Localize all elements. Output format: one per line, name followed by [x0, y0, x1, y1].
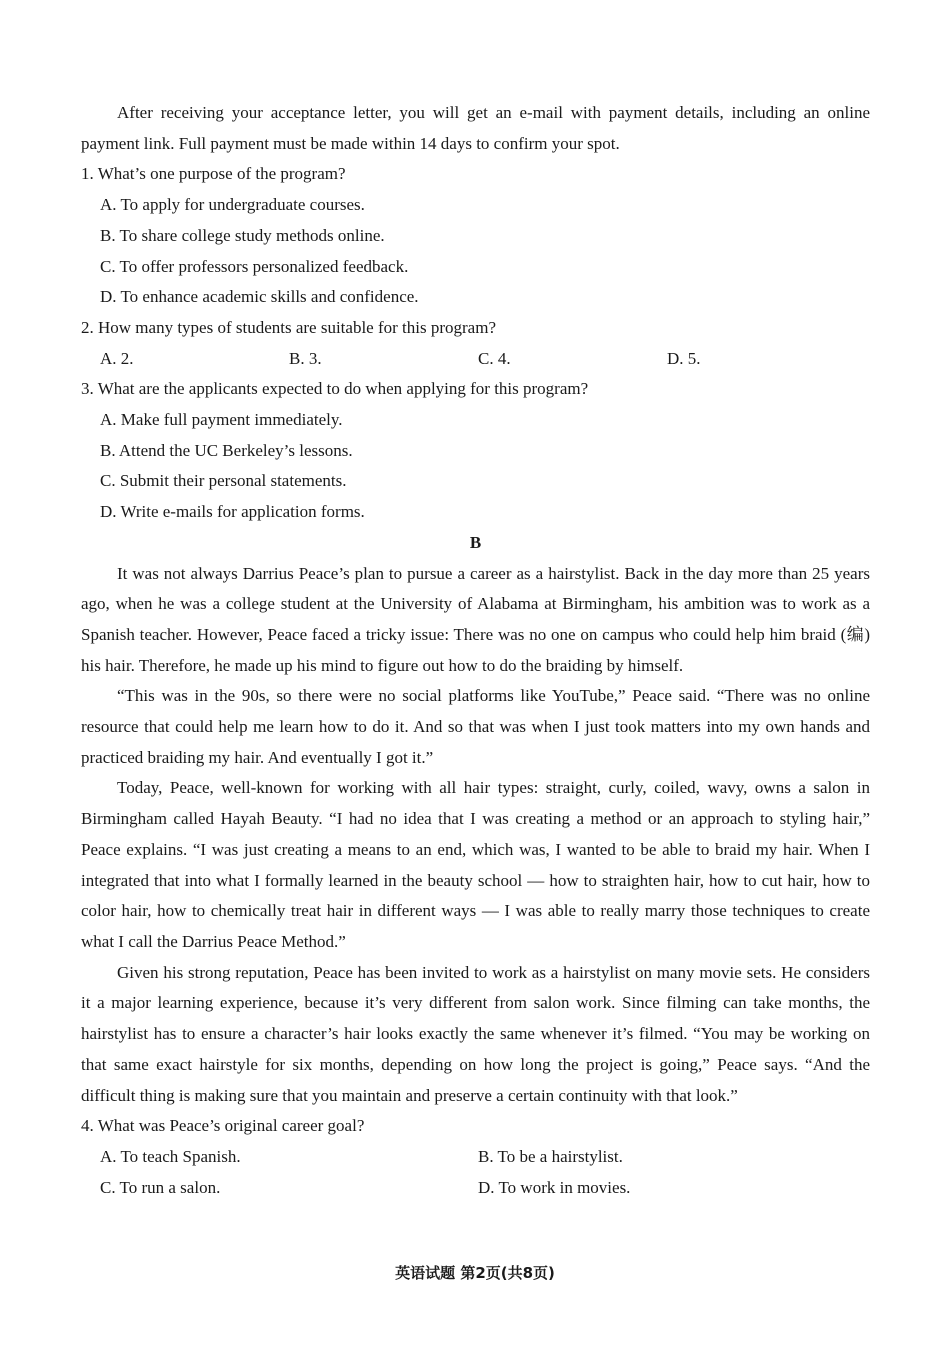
option-c: C. 4.	[478, 348, 511, 368]
question-3	[81, 374, 870, 528]
option-a: A. Make full payment immediately.	[100, 410, 343, 430]
passage-b-paragraph-4: Given his strong reputation, Peace has been invited to work as a hairstylist on many movie sets. He considers it a major learning experience, because it’s very different from salon work. Since filming can take months, the hairstylist has to ensure a character’s hair looks exactly the same whenever it’s filmed. “You may be working on that same exact hairstyle for six months, depending on how long the project is going,” Peace says. “And the difficult thing is making sure that you maintain and preserve a certain continuity with that look.”	[81, 962, 870, 1105]
option-b: B. To share college study methods online.	[100, 225, 385, 245]
question-stem: 1. What’s one purpose of the program?	[81, 164, 346, 184]
options-row	[81, 1142, 870, 1173]
option-a: A. 2.	[100, 348, 134, 368]
question-stem: 2. How many types of students are suitable for this program?	[81, 317, 496, 337]
option-c: C. To offer professors personalized feedback.	[100, 256, 409, 276]
option-c: C. Submit their personal statements.	[100, 471, 347, 491]
page-footer: 英语试题 第2页(共8页)	[395, 1264, 555, 1282]
options-row	[81, 1173, 870, 1204]
option-d: D. 5.	[667, 348, 701, 368]
option-b: B. To be a hairstylist.	[478, 1146, 623, 1166]
passage-b-paragraph-2: “This was in the 90s, so there were no social platforms like YouTube,” Peace said. “There was no online resource that could help me learn how to do it. And so that was when I just took matters into my own hands and practiced braiding my hair. And eventually I got it.”	[81, 686, 870, 767]
option-b: B. Attend the UC Berkeley’s lessons.	[100, 440, 353, 460]
options-row	[81, 344, 870, 375]
option-c: C. To run a salon.	[100, 1177, 221, 1197]
passage-b-paragraph-1: It was not always Darrius Peace’s plan to pursue a career as a hairstylist. Back in the day more than 25 years ago, when he was a college student at the University of Alabama at Birmingham, his ambition was to work as a Spanish teacher. However, Peace faced a tricky issue: There was no one on campus who could help him braid (编) his hair. Therefore, he made up his mind to figure out how to do the braiding by himself.	[81, 563, 870, 675]
option-d: D. To enhance academic skills and confidence.	[100, 287, 419, 307]
question-2	[81, 313, 870, 374]
option-d: D. To work in movies.	[478, 1177, 631, 1197]
option-a: A. To teach Spanish.	[100, 1146, 241, 1166]
question-1	[81, 159, 870, 313]
passage-b-paragraph-3: Today, Peace, well-known for working with all hair types: straight, curly, coiled, wavy, owns a salon in Birmingham called Hayah Beauty. “I had no idea that I was creating a method or an approach to styling hair,” Peace explains. “I was just creating a means to an end, which was, I wanted to be able to braid my hair. When I integrated that into what I formally learned in the beauty school — how to straighten hair, how to cut hair, how to color hair, how to chemically treat hair in different ways — I was able to really marry those techniques to create what I call the Darrius Peace Method.”	[81, 778, 870, 951]
question-stem: 3. What are the applicants expected to do when applying for this program?	[81, 379, 589, 399]
option-a: A. To apply for undergraduate courses.	[100, 195, 365, 215]
question-4	[81, 1111, 870, 1203]
passage-a-closing-paragraph: After receiving your acceptance letter, you will get an e-mail with payment details, including an online payment link. Full payment must be made within 14 days to confirm your spot.	[81, 103, 870, 153]
exam-page	[81, 98, 870, 1203]
option-d: D. Write e-mails for application forms.	[100, 502, 365, 522]
section-title: B	[469, 532, 482, 552]
question-stem: 4. What was Peace’s original career goal?	[81, 1116, 365, 1136]
option-b: B. 3.	[289, 348, 322, 368]
